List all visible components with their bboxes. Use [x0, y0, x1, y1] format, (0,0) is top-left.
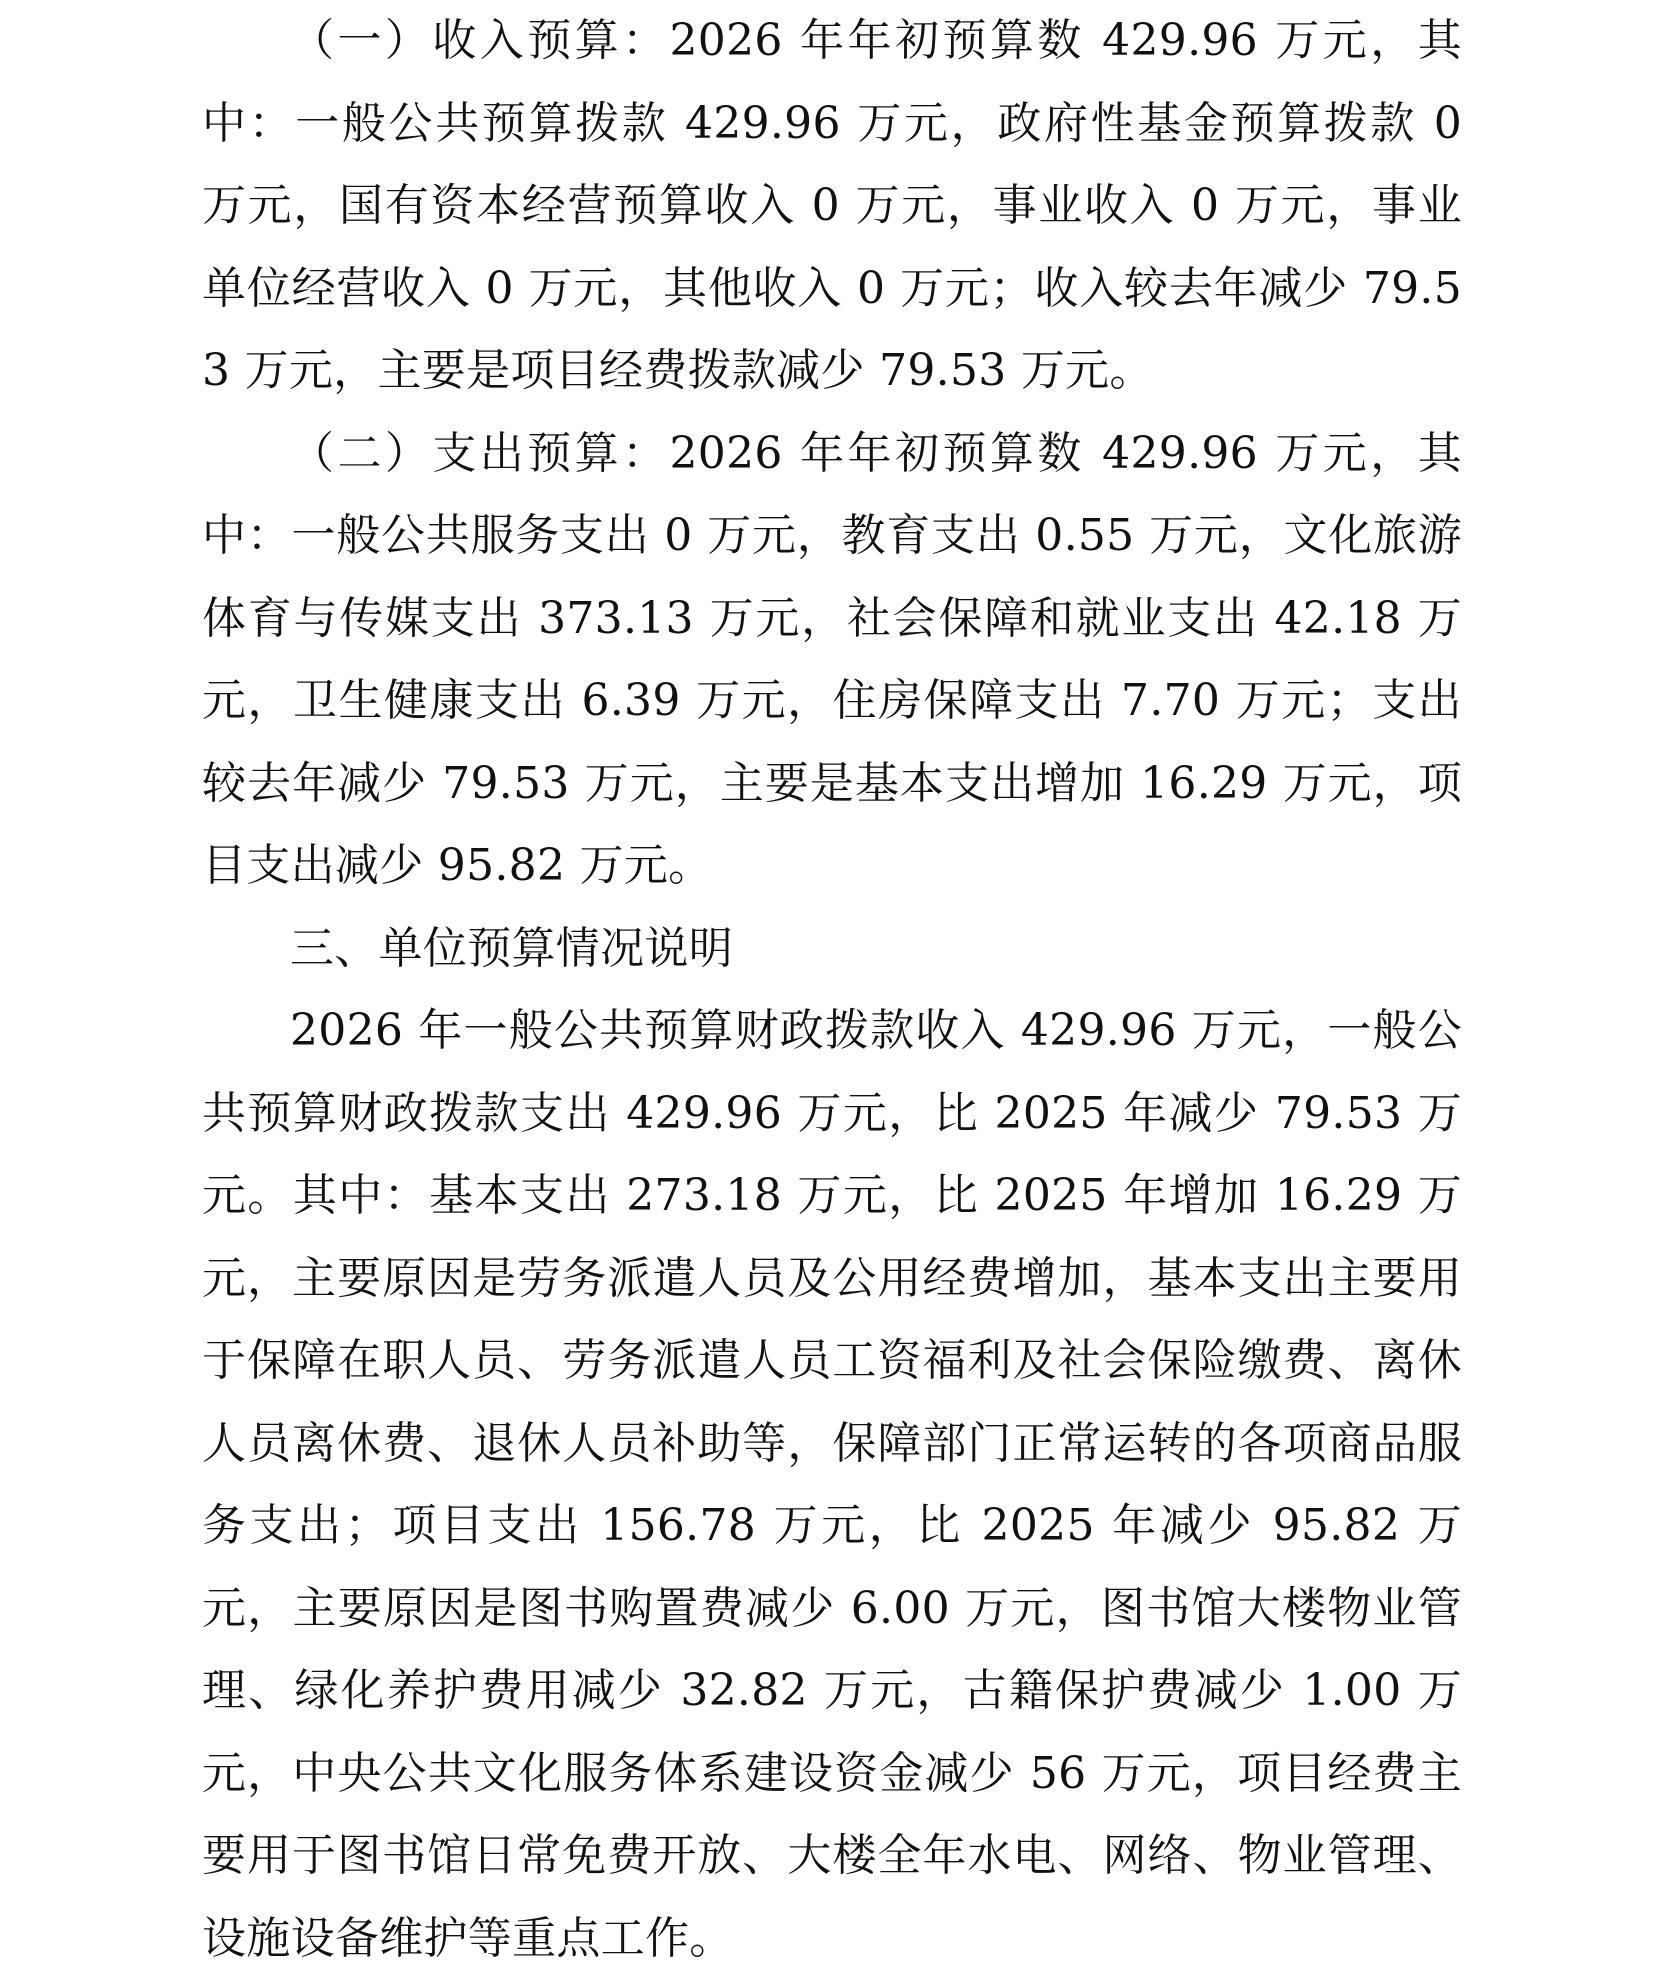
expenditure-budget-paragraph: （二）支出预算：2026 年年初预算数 429.96 万元，其中：一般公共服务支出 0 万元，教育支出 0.55 万元，文化旅游体育与传媒支出 373.13 万元，社会保障和就业支出 42.18 万元，卫生健康支出 6.39 万元，住房保障支出 7.70 万元；支出较去年减少 79.53 万元，主要是基本支出增加 16.29 万元，项目支出减少 95.82 万元。	[202, 427, 1462, 891]
unit-budget-paragraph: 2026 年一般公共预算财政拨款收入 429.96 万元，一般公共预算财政拨款支出 429.96 万元，比 2025 年减少 79.53 万元。其中：基本支出 273.18 万元，比 2025 年增加 16.29 万元，主要原因是劳务派遣人员及公用经费增加，基本支出主要用于保障在职人员、劳务派遣人员工资福利及社会保险缴费、离休人员离休费、退休人员补助等，保障部门正常运转的各项商品服务支出；项目支出 156.78 万元，比 2025 年减少 95.82 万元，主要原因是图书购置费减少 6.00 万元，图书馆大楼物业管理、绿化养护费用减少 32.82 万元，古籍保护费减少 1.00 万元，中央公共文化服务体系建设资金减少 56 万元，项目经费主要用于图书馆日常免费开放、大楼全年水电、网络、物业管理、设施设备维护等重点工作。	[202, 1005, 1462, 1964]
section-heading: 三、单位预算情况说明	[290, 922, 733, 974]
income-budget-paragraph: （一）收入预算：2026 年年初预算数 429.96 万元，其中：一般公共预算拨款 429.96 万元，政府性基金预算拨款 0 万元，国有资本经营预算收入 0 万元，事业收入 0 万元，事业单位经营收入 0 万元，其他收入 0 万元；收入较去年减少 79.53 万元，主要是项目经费拨款减少 79.53 万元。	[202, 15, 1462, 396]
document-page	[202, 0, 1462, 1964]
